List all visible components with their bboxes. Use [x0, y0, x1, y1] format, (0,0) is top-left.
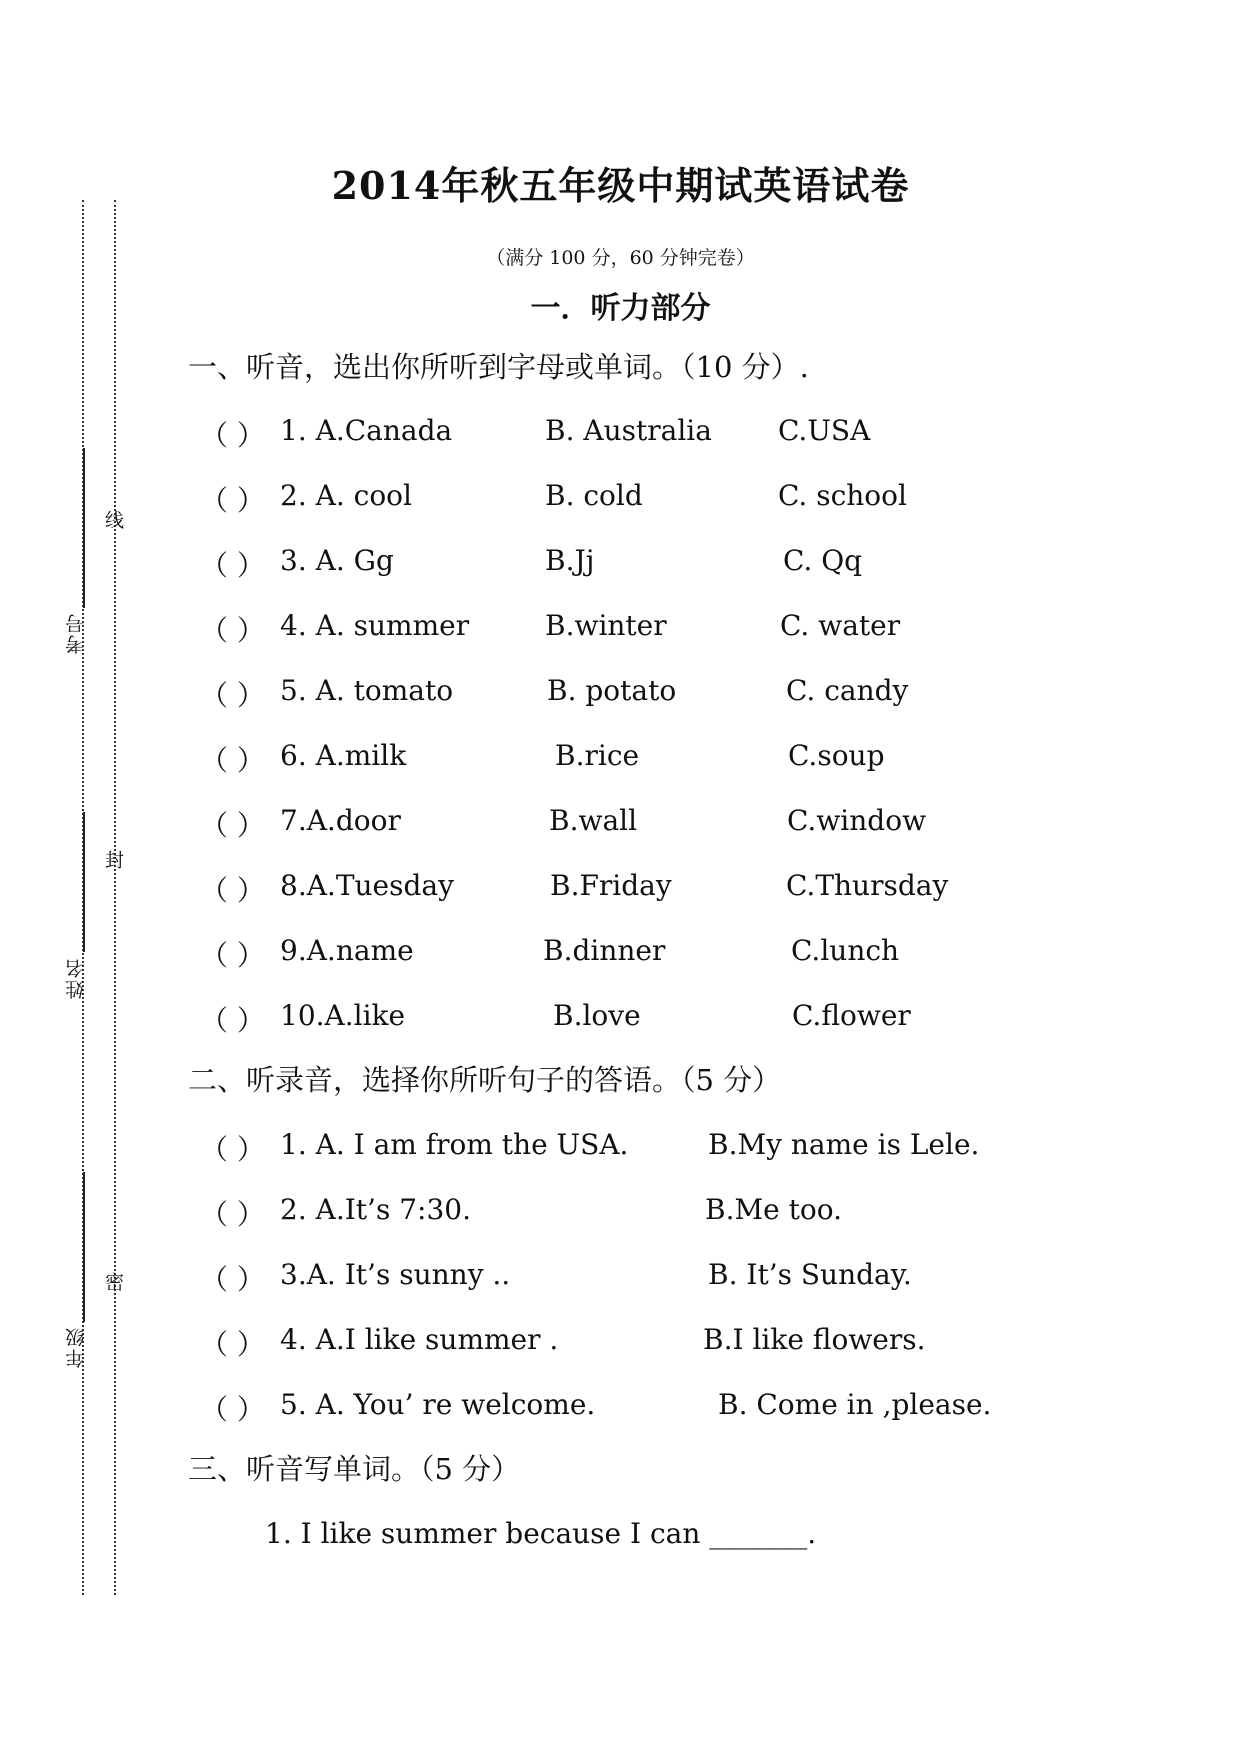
option-b: B.rice	[555, 739, 640, 772]
answer-paren[interactable]: （ ）	[200, 1328, 265, 1361]
option-b: B.winter	[545, 609, 667, 642]
answer-paren[interactable]: （ ）	[200, 1393, 265, 1426]
option-c: C. Qq	[783, 544, 863, 577]
answer-paren[interactable]: （ ）	[200, 614, 265, 647]
answer-paren[interactable]: （ ）	[200, 874, 265, 907]
answer-paren[interactable]: （ ）	[200, 744, 265, 777]
grade-label: 年级	[65, 1326, 87, 1368]
answer-paren[interactable]: （ ）	[200, 809, 265, 842]
option-b: B. cold	[545, 479, 643, 512]
answer-paren[interactable]: （ ）	[200, 1004, 265, 1037]
option-b: B. Australia	[545, 414, 712, 447]
option-a: 5. A. You’ re welcome.	[280, 1388, 596, 1421]
option-c: C. candy	[786, 674, 909, 707]
option-b: B. It’s Sunday.	[708, 1258, 912, 1291]
option-b: B.Jj	[545, 544, 595, 577]
option-c: C.flower	[792, 999, 911, 1032]
option-b: B. Come in ,please.	[718, 1388, 992, 1421]
option-a: 2. A. cool	[280, 479, 412, 512]
option-a: 7.A.door	[280, 804, 401, 837]
answer-paren[interactable]: （ ）	[200, 1198, 265, 1231]
option-b: B. potato	[547, 674, 677, 707]
seal-char-secret: 密	[102, 1272, 124, 1291]
option-a: 8.A.Tuesday	[280, 869, 454, 902]
grade-blank[interactable]	[83, 1172, 85, 1322]
option-b: B.wall	[549, 804, 638, 837]
answer-paren[interactable]: （ ）	[200, 549, 265, 582]
option-a: 1. A.Canada	[280, 414, 453, 447]
section1-heading: 一、听音，选出你所听到字母或单词。（10 分）.	[188, 350, 809, 384]
option-c: C.Thursday	[786, 869, 949, 902]
answer-paren[interactable]: （ ）	[200, 484, 265, 517]
option-a: 5. A. tomato	[280, 674, 454, 707]
exam-subtitle: （满分 100 分，60 分钟完卷）	[486, 247, 755, 269]
option-c: C.soup	[788, 739, 885, 772]
option-b: B.I like flowers.	[703, 1323, 926, 1356]
option-a: 3. A. Gg	[280, 544, 394, 577]
option-b: B.Me too.	[705, 1193, 842, 1226]
option-a: 6. A.milk	[280, 739, 407, 772]
exam-number-blank[interactable]	[83, 448, 85, 608]
option-a: 4. A.I like summer .	[280, 1323, 559, 1356]
option-c: C.window	[787, 804, 927, 837]
answer-paren[interactable]: （ ）	[200, 419, 265, 452]
binding-dotted-line-inner	[114, 200, 116, 1595]
answer-paren[interactable]: （ ）	[200, 679, 265, 712]
option-c: C.USA	[778, 414, 871, 447]
option-b: B.Friday	[550, 869, 672, 902]
option-b: B.My name is Lele.	[708, 1128, 980, 1161]
answer-paren[interactable]: （ ）	[200, 1133, 265, 1166]
name-label: 姓名	[65, 957, 87, 999]
option-b: B.dinner	[543, 934, 666, 967]
part-title: 一．听力部分	[530, 291, 711, 326]
exam-title: 2014年秋五年级中期试英语试卷	[331, 163, 910, 208]
seal-char-seal: 封	[102, 850, 124, 869]
answer-paren[interactable]: （ ）	[200, 939, 265, 972]
seal-char-line: 线	[102, 510, 124, 529]
exam-number-label: 考号	[65, 612, 87, 654]
answer-paren[interactable]: （ ）	[200, 1263, 265, 1296]
option-a: 3.A. It’s sunny ..	[280, 1258, 511, 1291]
option-a: 1. A. I am from the USA.	[280, 1128, 629, 1161]
option-c: C.lunch	[791, 934, 900, 967]
option-c: C. water	[780, 609, 901, 642]
option-a: 2. A.It’s 7:30.	[280, 1193, 471, 1226]
section3-heading: 三、听音写单词。（5 分）	[188, 1452, 521, 1486]
fill-in-blank-item[interactable]: 1. I like summer because I can _______.	[265, 1517, 817, 1550]
section2-heading: 二、听录音，选择你所听句子的答语。（5 分）	[188, 1063, 782, 1097]
name-blank[interactable]	[83, 812, 85, 952]
option-c: C. school	[778, 479, 907, 512]
option-a: 9.A.name	[280, 934, 414, 967]
option-b: B.love	[553, 999, 641, 1032]
option-a: 10.A.like	[280, 999, 406, 1032]
option-a: 4. A. summer	[280, 609, 470, 642]
